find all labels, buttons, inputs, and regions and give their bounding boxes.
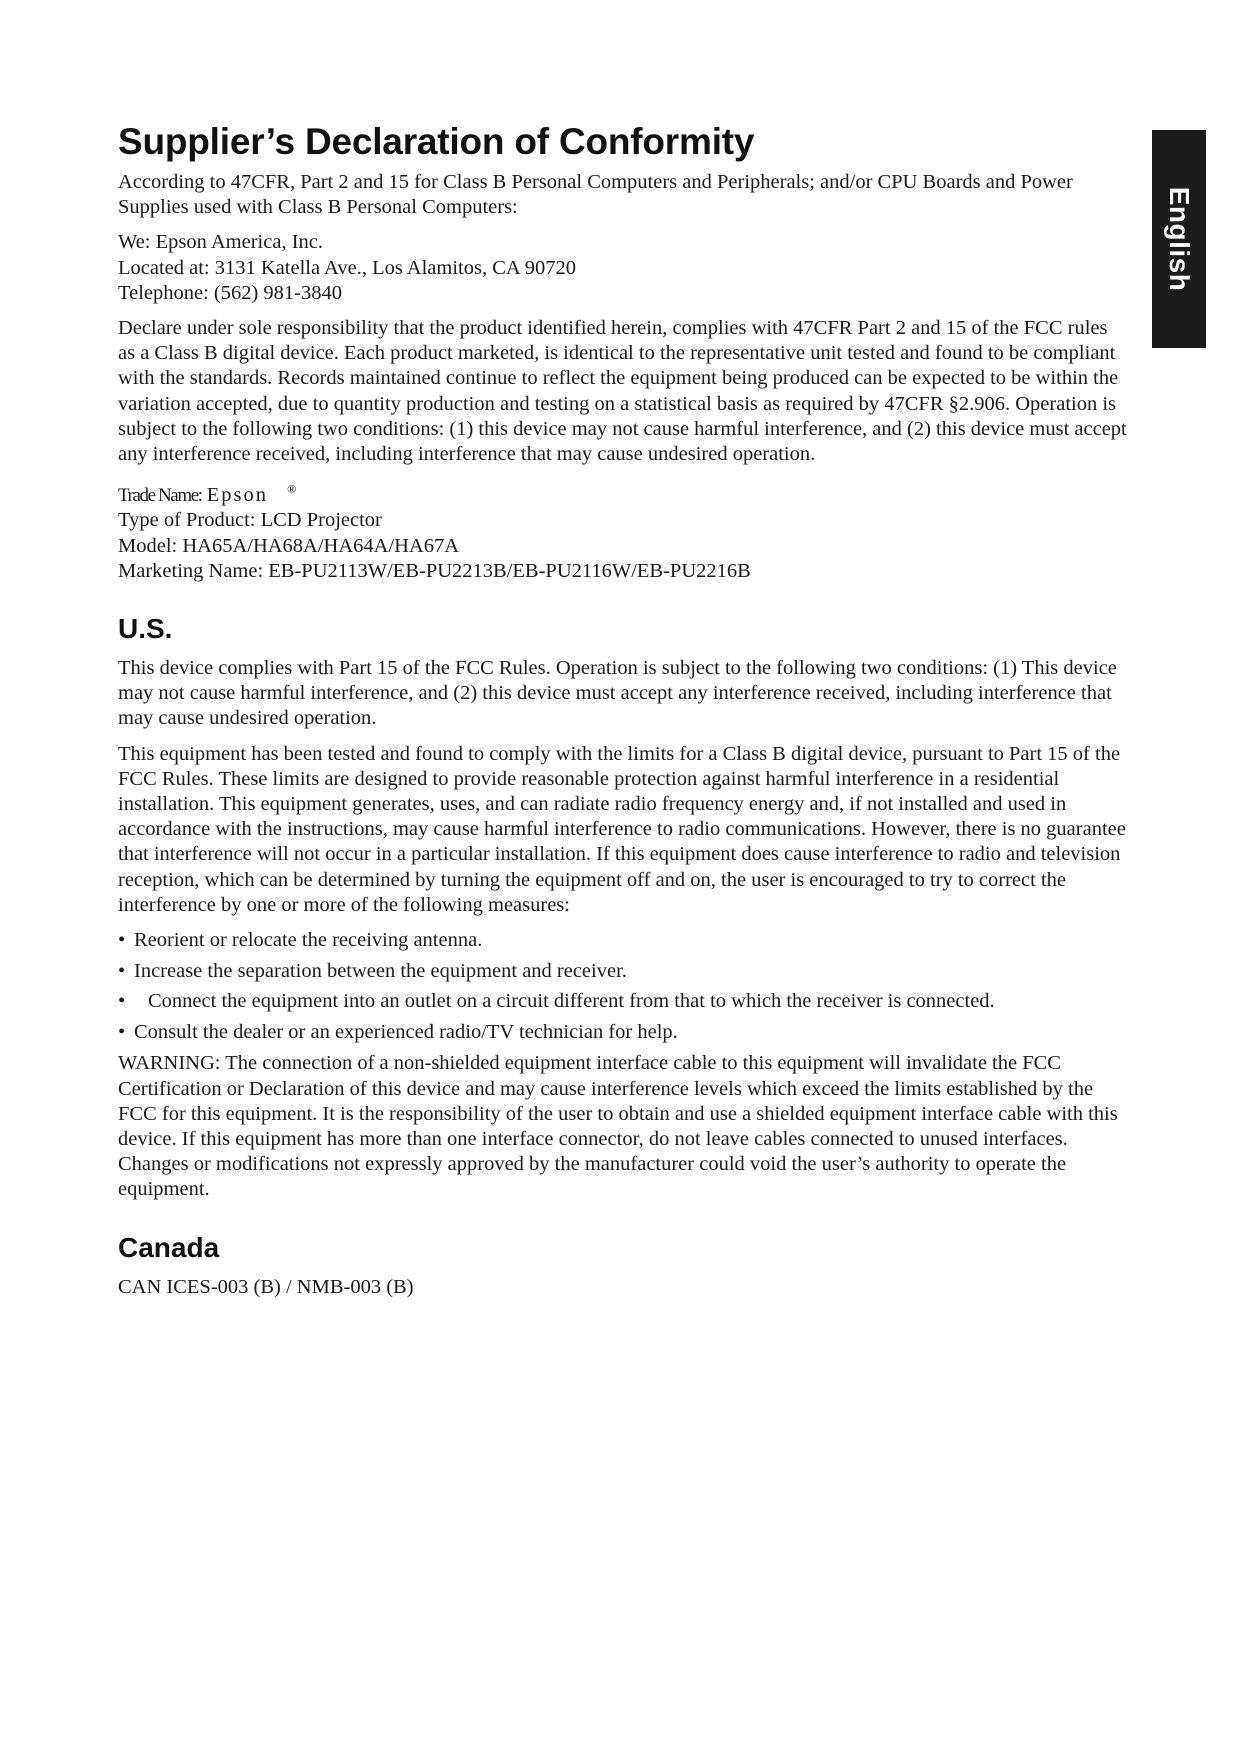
warning-label: WARNING: xyxy=(118,1052,221,1075)
us-heading: U.S. xyxy=(118,613,173,645)
trade-name-value: Epson xyxy=(206,484,269,507)
product-block xyxy=(118,477,1128,584)
marketing-name: Marketing Name: EB-PU2113W/EB-PU2213B/EB-PU2116W/EB-PU2216B xyxy=(118,559,751,582)
supplier-block xyxy=(118,230,1128,306)
language-tab xyxy=(1152,130,1206,348)
bullet-icon: • xyxy=(118,929,126,952)
us-paragraph-2: This equipment has been tested and found to comply with the limits for a Class B digital device, pursuant to Part 15 of the FCC Rules. These limits are designed to provide reasonable protection against harmful interference in a residential installation. This equipment generates, uses, and can radiate radio frequency energy and, if not installed and used in accordance with the instructions, may cause harmful interference to radio communications. However, there is no guarantee that interference will not occur in a particular installation. If this equipment does cause interference to radio and television reception, which can be determined by turning the equipment off and on, the user is encouraged to try to correct the interference by one or more of the following measures: xyxy=(118,742,1126,916)
document-page xyxy=(118,120,1128,1310)
trade-name-line xyxy=(118,477,1128,508)
list-item: • Reorient or relocate the receiving antenna. xyxy=(118,928,1128,953)
list-item: • Increase the separation between the equipment and receiver. xyxy=(118,959,1128,984)
supplier-name: We: Epson America, Inc. xyxy=(118,231,323,254)
canada-heading: Canada xyxy=(118,1231,220,1263)
supplier-telephone: Telephone: (562) 981-3840 xyxy=(118,281,343,304)
supplier-address: Located at: 3131 Katella Ave., Los Alamitos, CA 90720 xyxy=(118,256,576,279)
warning-text: The connection of a non-shielded equipment interface cable to this equipment will invalidate the FCC Certification or Declaration of this device and may cause interference levels which exceed the limits established by the FCC for this equipment. It is the responsibility of the user to obtain and use a shielded equipment interface cable with this device. If this equipment has more than one interface connector, do not leave cables connected to unused interfaces. Changes or modifications not expressly approved by the manufacturer could void the user’s authority to operate the equipment. xyxy=(118,1052,1118,1201)
measures-list xyxy=(118,928,1128,1045)
registered-mark: ® xyxy=(287,482,297,497)
canada-text: CAN ICES-003 (B) / NMB-003 (B) xyxy=(118,1275,414,1298)
language-tab-label: English xyxy=(1164,186,1195,292)
intro-paragraph: According to 47CFR, Part 2 and 15 for Class B Personal Computers and Peripherals; and/or CPU Boards and Power Supplies used with Class B Personal Computers: xyxy=(118,171,1073,219)
page-title: Supplier’s Declaration of Conformity xyxy=(118,121,755,162)
declaration-paragraph: Declare under sole responsibility that the product identified herein, complies with 47CFR Part 2 and 15 of the FCC rules as a Class B digital device. Each product marketed, is identical to the representative unit tested and found to be compliant with the standards. Records maintained continue to reflect the equipment being produced can be expected to be within the variation accepted, due to quantity production and testing on a statistical basis as required by 47CFR §2.906. Operation is subject to the following two conditions: (1) this device may not cause harmful interference, and (2) this device must accept any interference received, including interference that may cause undesired operation. xyxy=(118,317,1127,466)
list-item: • Connect the equipment into an outlet on a circuit different from that to which the receiver is connected. xyxy=(118,989,1128,1014)
list-item: • Consult the dealer or an experienced radio/TV technician for help. xyxy=(118,1020,1128,1045)
warning-paragraph xyxy=(118,1051,1128,1202)
trade-name-label: Trade Name: xyxy=(118,485,202,507)
product-model: Model: HA65A/HA68A/HA64A/HA67A xyxy=(118,534,460,557)
bullet-icon: • xyxy=(118,959,126,982)
bullet-icon: • xyxy=(118,1021,126,1044)
product-type: Type of Product: LCD Projector xyxy=(118,509,382,532)
bullet-icon: • xyxy=(118,990,126,1013)
us-paragraph-1: This device complies with Part 15 of the FCC Rules. Operation is subject to the following two conditions: (1) This device may not cause harmful interference, and (2) this device must accept any interference received, including interference that may cause undesired operation. xyxy=(118,657,1117,730)
